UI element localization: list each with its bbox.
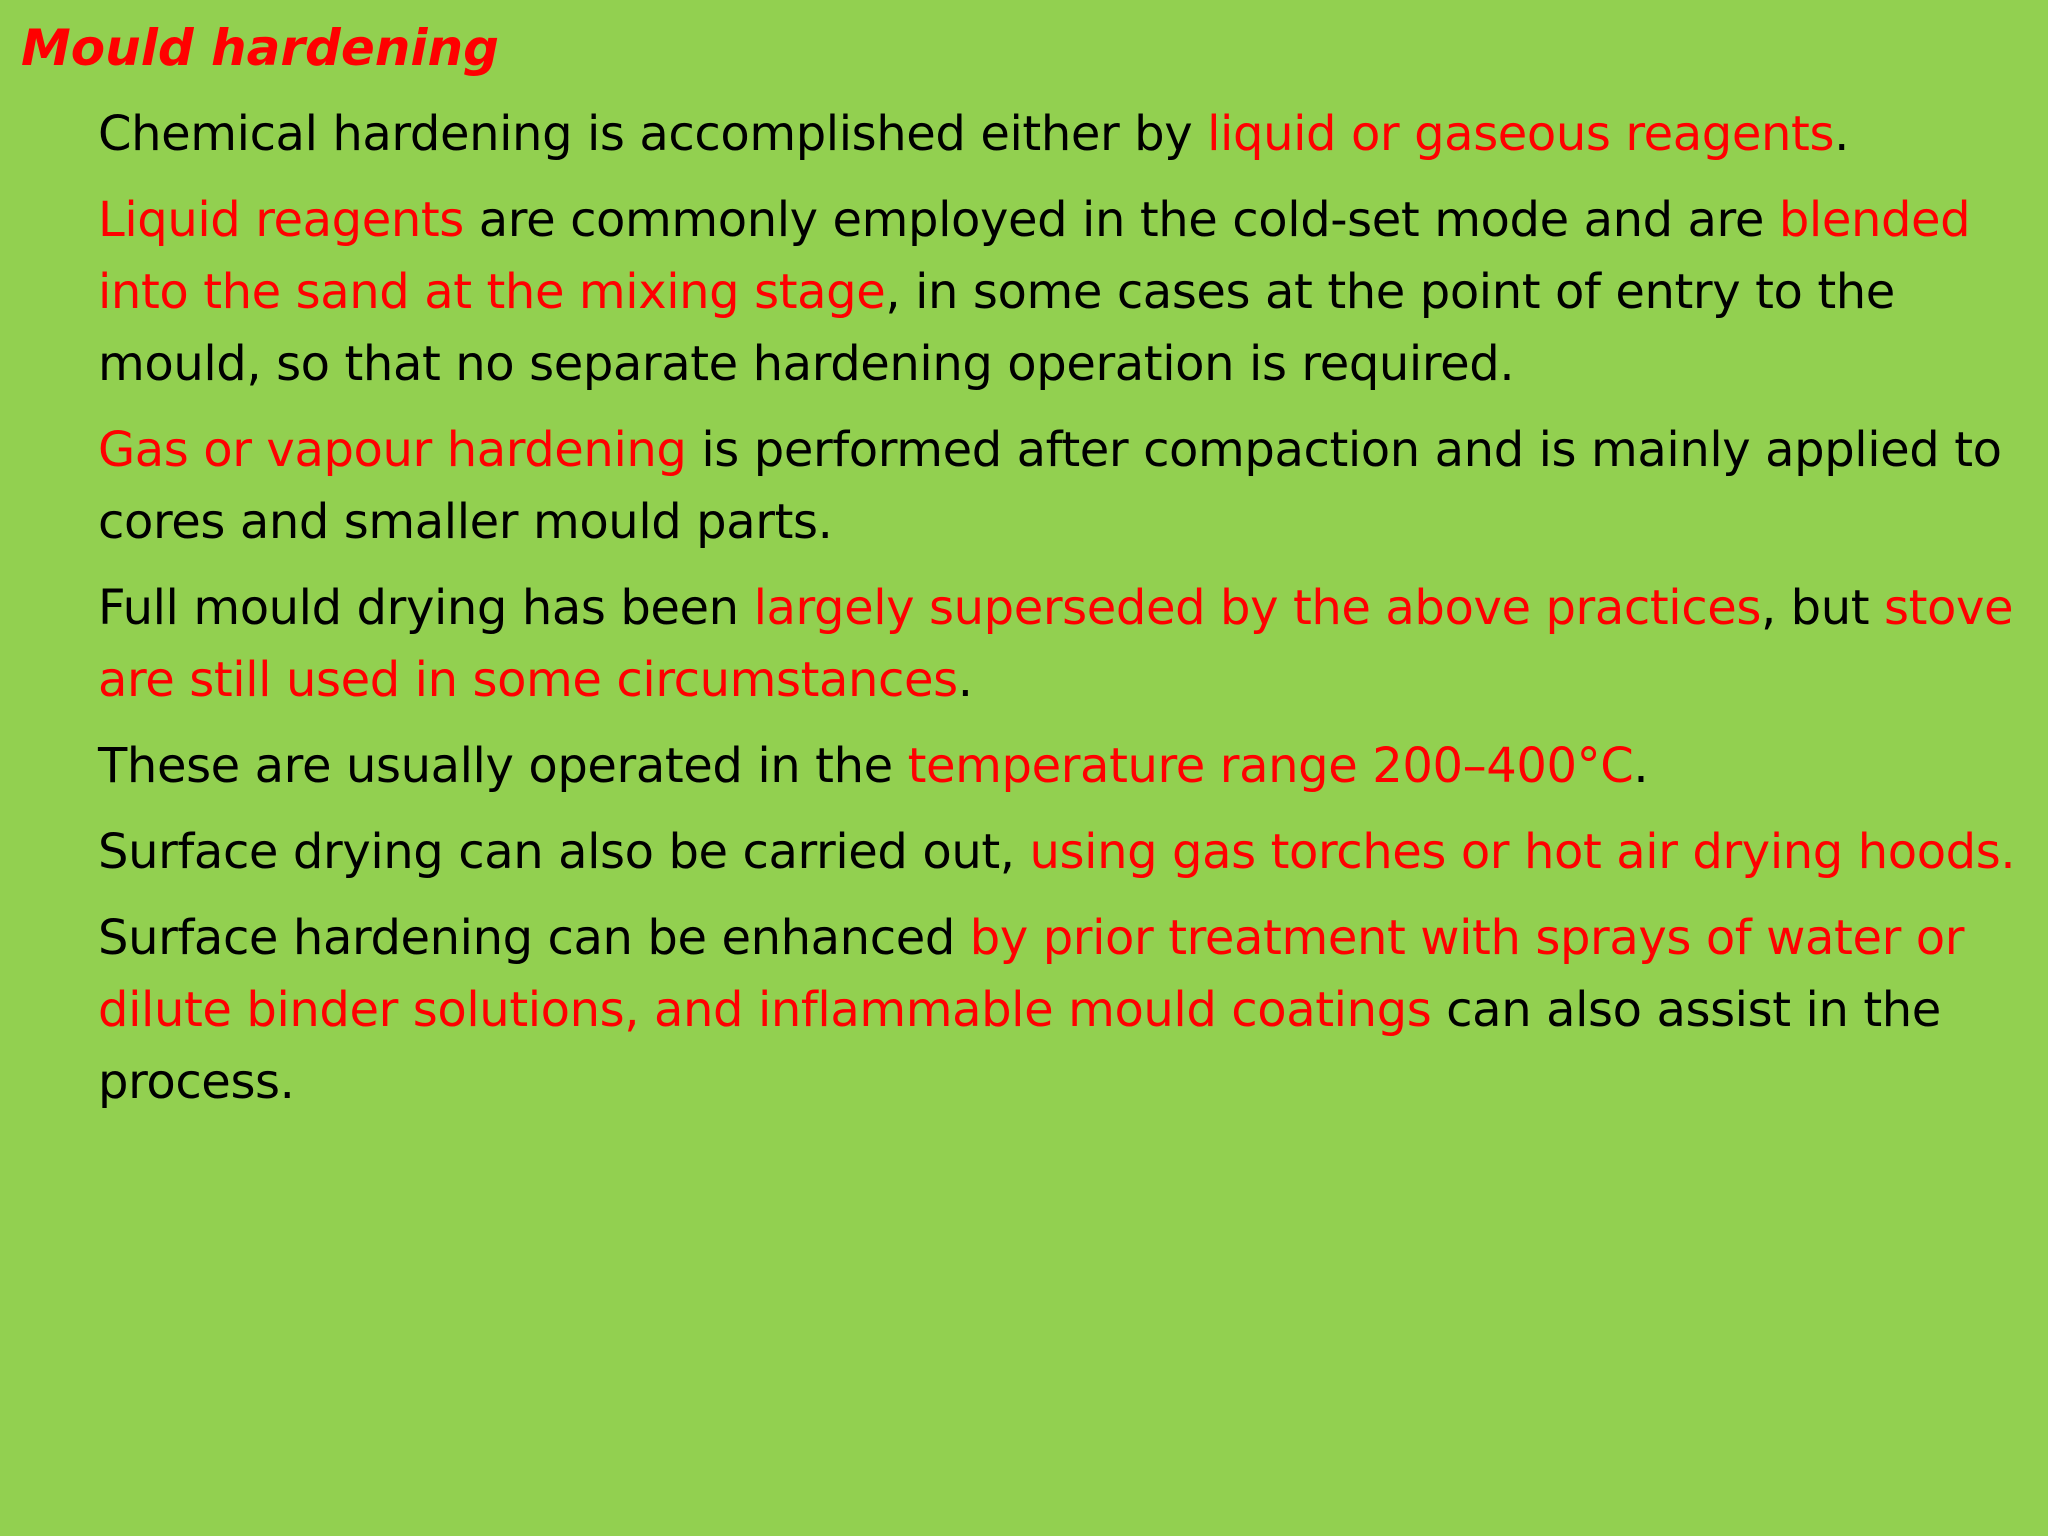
body-text: , but xyxy=(1760,580,1885,636)
body-text: . xyxy=(957,652,973,708)
body-text: Surface hardening can be enhanced xyxy=(98,910,970,966)
highlighted-text: using gas torches or hot air drying hoods. xyxy=(1029,824,2016,880)
highlighted-text: largely superseded by the above practices xyxy=(753,580,1761,636)
body-text: . xyxy=(1834,106,1849,162)
paragraph xyxy=(98,184,2023,400)
body-text: is performed after compaction and is mainly applied to cores and smaller mould parts. xyxy=(98,422,2002,550)
paragraph xyxy=(98,730,2023,802)
highlighted-text: stove are still used in some circumstances xyxy=(98,580,2014,708)
paragraph xyxy=(98,572,2023,716)
body-text: can also assist in the process. xyxy=(98,982,1941,1110)
body-text: . xyxy=(1633,738,1649,794)
slide-body xyxy=(98,98,2023,1132)
body-text: Surface drying can also be carried out, xyxy=(98,824,1030,880)
paragraph xyxy=(98,98,2023,170)
body-text: Chemical hardening is accomplished either by xyxy=(98,106,1208,162)
highlighted-text: blended into the sand at the mixing stage xyxy=(98,192,1971,320)
highlighted-text: Liquid reagents xyxy=(98,192,464,248)
highlighted-text: by prior treatment with sprays of water or dilute binder solutions, and inflammable mould coatings xyxy=(98,910,1965,1038)
slide-title: Mould hardening xyxy=(21,19,499,77)
highlighted-text: temperature range 200–400°C xyxy=(907,738,1634,794)
body-text: , in some cases at the point of entry to the mould, so that no separate hardening operation is required. xyxy=(98,264,1895,392)
highlighted-text: Gas or vapour hardening xyxy=(98,422,687,478)
body-text: are commonly employed in the cold-set mode and are xyxy=(463,192,1779,248)
body-text: Full mould drying has been xyxy=(98,580,754,636)
highlighted-text: liquid or gaseous reagents xyxy=(1207,106,1835,162)
paragraph xyxy=(98,902,2023,1118)
paragraph xyxy=(98,414,2023,558)
body-text: These are usually operated in the xyxy=(98,738,908,794)
paragraph xyxy=(98,816,2023,888)
